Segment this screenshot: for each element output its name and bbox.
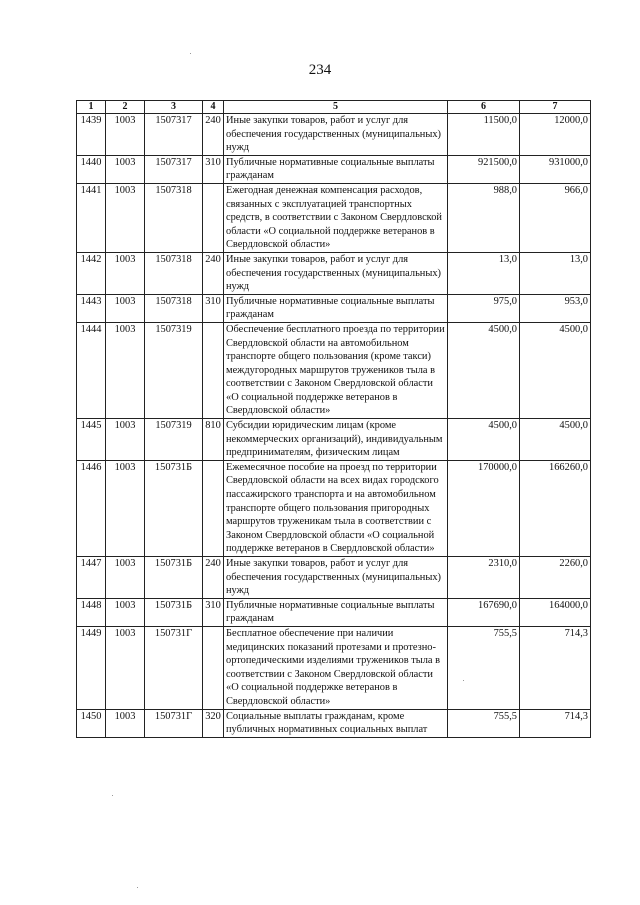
target-article-code: 1507317 <box>145 155 203 183</box>
target-article-code: 1507319 <box>145 322 203 418</box>
section-code: 1003 <box>106 709 145 737</box>
row-number: 1440 <box>77 155 106 183</box>
section-code: 1003 <box>106 252 145 294</box>
section-code: 1003 <box>106 460 145 556</box>
target-article-code: 1507317 <box>145 114 203 156</box>
scan-speck <box>112 795 113 796</box>
target-article-code: 150731Б <box>145 460 203 556</box>
amount-year-2: 953,0 <box>520 294 591 322</box>
amount-year-1: 170000,0 <box>448 460 520 556</box>
column-header: 1 <box>77 101 106 114</box>
amount-year-1: 755,5 <box>448 709 520 737</box>
column-header: 3 <box>145 101 203 114</box>
row-number: 1439 <box>77 114 106 156</box>
target-article-code: 1507319 <box>145 419 203 461</box>
amount-year-1: 167690,0 <box>448 598 520 626</box>
expense-name: Ежемесячное пособие на проезд по территории Свердловской области на всех видах городского пассажирского транспорта и на автомобильном транспорте общего пользования пригородных маршрутов труженикам тыла в соответствии с Законом Свердловской области «О социальной поддержке ветеранов в Свердловской области» <box>224 460 448 556</box>
table-row <box>77 626 591 709</box>
target-article-code: 1507318 <box>145 183 203 252</box>
amount-year-1: 4500,0 <box>448 419 520 461</box>
table-row <box>77 460 591 556</box>
row-number: 1441 <box>77 183 106 252</box>
expense-type-code: 320 <box>203 709 224 737</box>
page-number: 234 <box>308 62 332 78</box>
amount-year-2: 2260,0 <box>520 557 591 599</box>
amount-year-1: 4500,0 <box>448 322 520 418</box>
table-row <box>77 598 591 626</box>
section-code: 1003 <box>106 294 145 322</box>
expense-name: Публичные нормативные социальные выплаты гражданам <box>224 598 448 626</box>
amount-year-2: 13,0 <box>520 252 591 294</box>
section-code: 1003 <box>106 322 145 418</box>
scan-speck <box>190 53 191 54</box>
column-header: 6 <box>448 101 520 114</box>
column-header: 5 <box>224 101 448 114</box>
amount-year-2: 714,3 <box>520 709 591 737</box>
expense-name: Публичные нормативные социальные выплаты гражданам <box>224 294 448 322</box>
table-row <box>77 294 591 322</box>
table-row <box>77 322 591 418</box>
amount-year-1: 13,0 <box>448 252 520 294</box>
column-header: 4 <box>203 101 224 114</box>
amount-year-1: 988,0 <box>448 183 520 252</box>
amount-year-1: 2310,0 <box>448 557 520 599</box>
scan-speck <box>463 680 464 681</box>
column-header: 2 <box>106 101 145 114</box>
expense-type-code <box>203 183 224 252</box>
row-number: 1447 <box>77 557 106 599</box>
row-number: 1450 <box>77 709 106 737</box>
table-row <box>77 114 591 156</box>
target-article-code: 150731Г <box>145 626 203 709</box>
row-number: 1448 <box>77 598 106 626</box>
section-code: 1003 <box>106 598 145 626</box>
target-article-code: 150731Г <box>145 709 203 737</box>
row-number: 1444 <box>77 322 106 418</box>
amount-year-2: 4500,0 <box>520 419 591 461</box>
header-row <box>77 101 591 114</box>
table-row <box>77 557 591 599</box>
expense-type-code: 310 <box>203 155 224 183</box>
section-code: 1003 <box>106 626 145 709</box>
amount-year-2: 966,0 <box>520 183 591 252</box>
expense-type-code: 810 <box>203 419 224 461</box>
amount-year-2: 931000,0 <box>520 155 591 183</box>
column-header: 7 <box>520 101 591 114</box>
expense-type-code: 240 <box>203 557 224 599</box>
row-number: 1446 <box>77 460 106 556</box>
row-number: 1443 <box>77 294 106 322</box>
expense-type-code: 240 <box>203 114 224 156</box>
expense-name: Социальные выплаты гражданам, кроме публичных нормативных социальных выплат <box>224 709 448 737</box>
expense-name: Бесплатное обеспечение при наличии медицинских показаний протезами и протезно-ортопедическими изделиями тружеников тыла в соответствии с Законом Свердловской области «О социальной поддержке ветеранов в Свердловской области» <box>224 626 448 709</box>
expense-name: Иные закупки товаров, работ и услуг для обеспечения государственных (муниципальных) нужд <box>224 557 448 599</box>
table-row <box>77 709 591 737</box>
amount-year-1: 755,5 <box>448 626 520 709</box>
expense-name: Обеспечение бесплатного проезда по территории Свердловской области на автомобильном транспорте общего пользования (кроме такси) междугородных маршрутов тружеников тыла в соответствии с Законом Свердловской области «О социальной поддержке ветеранов в Свердловской области» <box>224 322 448 418</box>
section-code: 1003 <box>106 419 145 461</box>
amount-year-2: 714,3 <box>520 626 591 709</box>
table-row <box>77 155 591 183</box>
expense-type-code <box>203 460 224 556</box>
expense-type-code: 310 <box>203 294 224 322</box>
expense-name: Субсидии юридическим лицам (кроме некоммерческих организаций), индивидуальным предпринимателям, физическим лицам <box>224 419 448 461</box>
expense-type-code: 240 <box>203 252 224 294</box>
section-code: 1003 <box>106 557 145 599</box>
table-row <box>77 419 591 461</box>
row-number: 1449 <box>77 626 106 709</box>
expense-name: Ежегодная денежная компенсация расходов, связанных с эксплуатацией транспортных средств, в соответствии с Законом Свердловской области «О социальной поддержке ветеранов в Свердловской области» <box>224 183 448 252</box>
target-article-code: 1507318 <box>145 294 203 322</box>
target-article-code: 1507318 <box>145 252 203 294</box>
table-row <box>77 252 591 294</box>
table-row <box>77 183 591 252</box>
budget-table <box>76 100 591 738</box>
amount-year-1: 921500,0 <box>448 155 520 183</box>
expense-name: Иные закупки товаров, работ и услуг для обеспечения государственных (муниципальных) нужд <box>224 252 448 294</box>
expense-type-code <box>203 322 224 418</box>
row-number: 1445 <box>77 419 106 461</box>
amount-year-1: 975,0 <box>448 294 520 322</box>
section-code: 1003 <box>106 183 145 252</box>
amount-year-2: 4500,0 <box>520 322 591 418</box>
section-code: 1003 <box>106 114 145 156</box>
amount-year-1: 11500,0 <box>448 114 520 156</box>
expense-name: Иные закупки товаров, работ и услуг для обеспечения государственных (муниципальных) нужд <box>224 114 448 156</box>
expense-name: Публичные нормативные социальные выплаты гражданам <box>224 155 448 183</box>
amount-year-2: 166260,0 <box>520 460 591 556</box>
target-article-code: 150731Б <box>145 557 203 599</box>
amount-year-2: 12000,0 <box>520 114 591 156</box>
expense-type-code <box>203 626 224 709</box>
expense-type-code: 310 <box>203 598 224 626</box>
scan-speck <box>137 887 138 888</box>
target-article-code: 150731Б <box>145 598 203 626</box>
amount-year-2: 164000,0 <box>520 598 591 626</box>
section-code: 1003 <box>106 155 145 183</box>
row-number: 1442 <box>77 252 106 294</box>
